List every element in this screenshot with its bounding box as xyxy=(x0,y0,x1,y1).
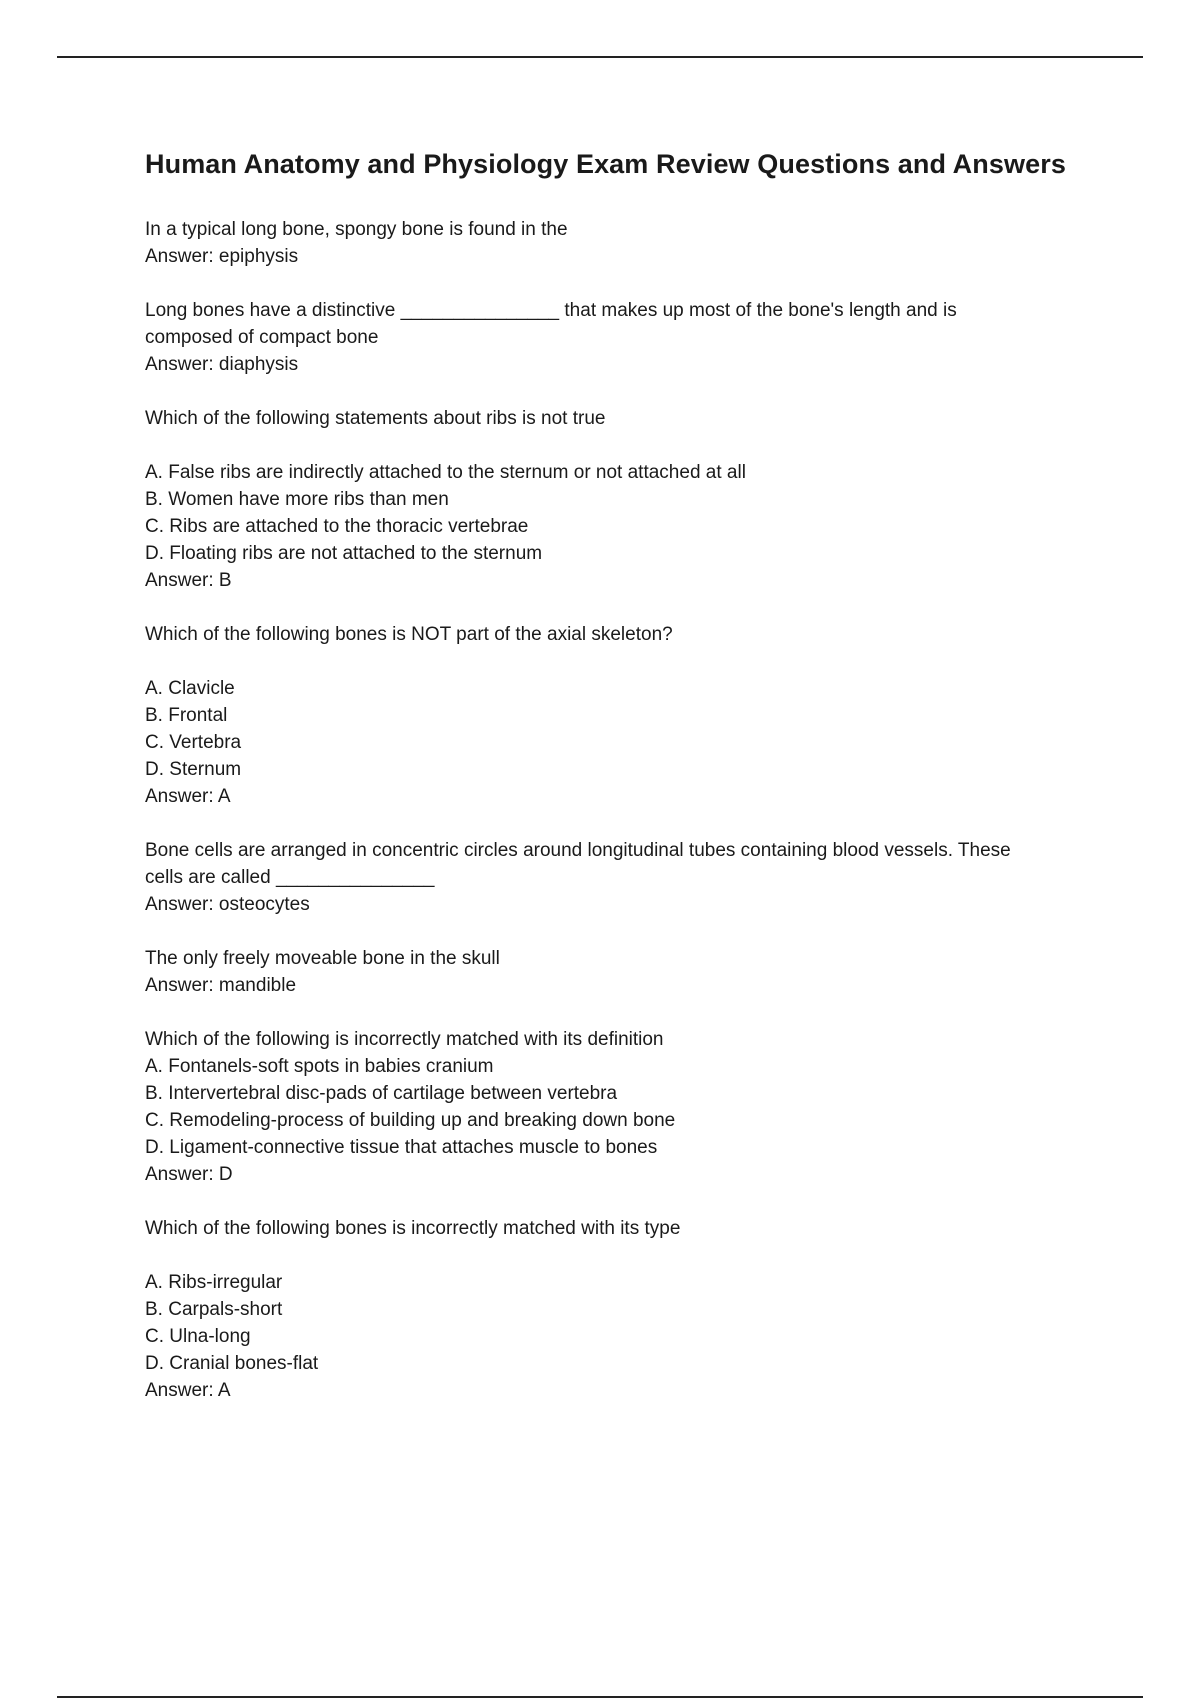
question-5-text-line-2: cells are called _______________ xyxy=(145,867,435,888)
question-3-option-d: D. Floating ribs are not attached to the sternum xyxy=(145,543,543,564)
question-1-answer: Answer: epiphysis xyxy=(145,246,299,267)
page-title: Human Anatomy and Physiology Exam Review Questions and Answers xyxy=(145,149,1066,179)
question-8-option-c: C. Ulna-long xyxy=(145,1326,251,1347)
spacer xyxy=(145,999,1085,1026)
question-8-option-a: A. Ribs-irregular xyxy=(145,1272,283,1293)
question-4-option-a: A. Clavicle xyxy=(145,678,235,699)
question-2-text-line-2: composed of compact bone xyxy=(145,327,379,348)
spacer xyxy=(145,594,1085,621)
spacer xyxy=(145,1188,1085,1215)
bottom-rule xyxy=(57,1696,1143,1698)
question-7-answer: Answer: D xyxy=(145,1164,233,1185)
question-3-option-a: A. False ribs are indirectly attached to the sternum or not attached at all xyxy=(145,462,746,483)
question-8-option-d: D. Cranial bones-flat xyxy=(145,1353,319,1374)
question-7-text: Which of the following is incorrectly matched with its definition xyxy=(145,1029,664,1050)
question-2-answer: Answer: diaphysis xyxy=(145,354,299,375)
question-4-answer: Answer: A xyxy=(145,786,231,807)
question-4-text: Which of the following bones is NOT part of the axial skeleton? xyxy=(145,624,673,645)
question-4-option-d: D. Sternum xyxy=(145,759,242,780)
question-8-answer: Answer: A xyxy=(145,1380,231,1401)
spacer xyxy=(145,432,1085,459)
spacer xyxy=(145,648,1085,675)
question-7-option-c: C. Remodeling-process of building up and breaking down bone xyxy=(145,1110,676,1131)
spacer xyxy=(145,378,1085,405)
question-7-option-a: A. Fontanels-soft spots in babies cranium xyxy=(145,1056,494,1077)
question-3-text: Which of the following statements about ribs is not true xyxy=(145,408,606,429)
spacer xyxy=(145,810,1085,837)
top-rule xyxy=(57,56,1143,58)
question-5-answer: Answer: osteocytes xyxy=(145,894,310,915)
question-2-text-line-1: Long bones have a distinctive _______________ that makes up most of the bone's length and is xyxy=(145,300,957,321)
question-7-option-d: D. Ligament-connective tissue that attaches muscle to bones xyxy=(145,1137,658,1158)
spacer xyxy=(145,270,1085,297)
question-7-option-b: B. Intervertebral disc-pads of cartilage between vertebra xyxy=(145,1083,618,1104)
question-6-answer: Answer: mandible xyxy=(145,975,297,996)
question-8-text: Which of the following bones is incorrectly matched with its type xyxy=(145,1218,681,1239)
question-8-option-b: B. Carpals-short xyxy=(145,1299,283,1320)
question-1-text: In a typical long bone, spongy bone is found in the xyxy=(145,219,568,240)
question-3-option-b: B. Women have more ribs than men xyxy=(145,489,449,510)
question-4-option-b: B. Frontal xyxy=(145,705,228,726)
question-3-answer: Answer: B xyxy=(145,570,232,591)
document-body xyxy=(145,144,1085,1404)
question-6-text: The only freely moveable bone in the skull xyxy=(145,948,500,969)
question-4-option-c: C. Vertebra xyxy=(145,732,242,753)
question-5-text-line-1: Bone cells are arranged in concentric circles around longitudinal tubes containing blood vessels. These xyxy=(145,840,1011,861)
spacer xyxy=(145,918,1085,945)
spacer xyxy=(145,1242,1085,1269)
question-3-option-c: C. Ribs are attached to the thoracic vertebrae xyxy=(145,516,529,537)
